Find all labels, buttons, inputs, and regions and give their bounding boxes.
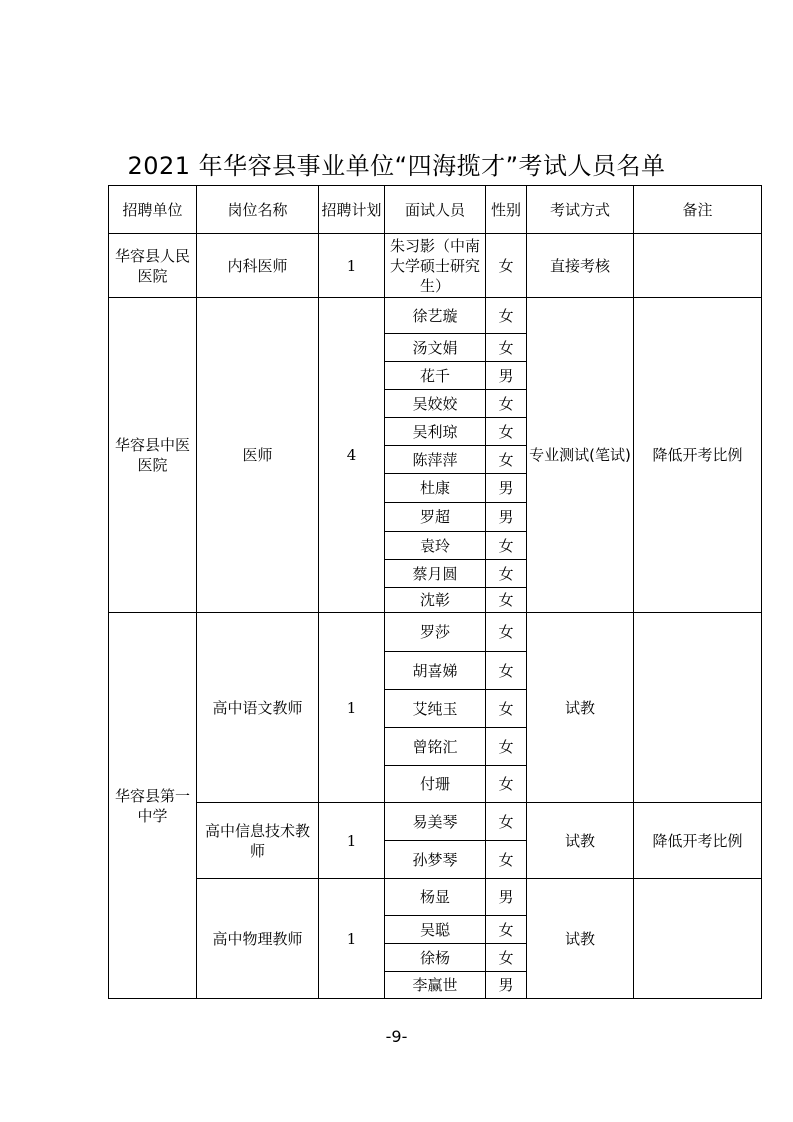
candidate-gender: 女: [486, 298, 527, 334]
candidate-name: 花千: [385, 362, 486, 390]
candidate-name: 吴姣姣: [385, 390, 486, 418]
candidate-name: 沈彰: [385, 588, 486, 613]
candidate-name: 杜康: [385, 474, 486, 503]
candidate-gender: 女: [486, 766, 527, 803]
candidate-name: 朱习影（中南大学硕士研究生）: [385, 234, 486, 298]
candidate-gender: 女: [486, 446, 527, 474]
candidate-name: 艾纯玉: [385, 690, 486, 728]
note-cell: [634, 613, 762, 803]
method-cell: 试教: [527, 803, 634, 879]
candidate-name: 付珊: [385, 766, 486, 803]
candidate-gender: 女: [486, 418, 527, 446]
note-cell: [634, 879, 762, 999]
table-row: [109, 803, 762, 841]
candidate-gender: 女: [486, 944, 527, 972]
candidate-name: 易美琴: [385, 803, 486, 841]
unit-cell: 华容县第一中学: [109, 613, 197, 999]
header-candidate: 面试人员: [385, 186, 486, 234]
candidate-gender: 女: [486, 560, 527, 588]
header-note: 备注: [634, 186, 762, 234]
table-row: [109, 298, 762, 334]
candidate-name: 曾铭汇: [385, 728, 486, 766]
table-row: [109, 234, 762, 298]
header-plan: 招聘计划: [319, 186, 385, 234]
note-cell: 降低开考比例: [634, 298, 762, 613]
post-cell: 医师: [197, 298, 319, 613]
candidate-gender: 女: [486, 334, 527, 362]
method-cell: 试教: [527, 879, 634, 999]
header-gender: 性别: [486, 186, 527, 234]
candidate-name: 汤文娟: [385, 334, 486, 362]
candidate-gender: 女: [486, 613, 527, 652]
candidate-gender: 女: [486, 652, 527, 690]
note-cell: 降低开考比例: [634, 803, 762, 879]
header-method: 考试方式: [527, 186, 634, 234]
post-cell: 内科医师: [197, 234, 319, 298]
candidate-name: 徐杨: [385, 944, 486, 972]
candidate-gender: 女: [486, 390, 527, 418]
candidate-gender: 男: [486, 362, 527, 390]
candidate-name: 孙梦琴: [385, 841, 486, 879]
method-cell: 直接考核: [527, 234, 634, 298]
candidate-name: 蔡月圆: [385, 560, 486, 588]
candidate-name: 罗莎: [385, 613, 486, 652]
candidate-name: 吴利琼: [385, 418, 486, 446]
candidate-name: 罗超: [385, 503, 486, 532]
method-cell: 试教: [527, 613, 634, 803]
candidate-name: 袁玲: [385, 532, 486, 560]
candidate-gender: 女: [486, 803, 527, 841]
header-unit: 招聘单位: [109, 186, 197, 234]
table-row: [109, 613, 762, 652]
page-number: -9-: [385, 1027, 408, 1046]
header-post: 岗位名称: [197, 186, 319, 234]
candidate-name: 李赢世: [385, 972, 486, 999]
candidate-gender: 女: [486, 690, 527, 728]
unit-cell: 华容县人民医院: [109, 234, 197, 298]
plan-cell: 1: [319, 879, 385, 999]
candidate-name: 胡喜娣: [385, 652, 486, 690]
method-cell: 专业测试(笔试): [527, 298, 634, 613]
candidate-gender: 女: [486, 234, 527, 298]
candidate-gender: 女: [486, 841, 527, 879]
candidate-gender: 女: [486, 728, 527, 766]
roster-table: [108, 185, 762, 999]
candidate-name: 杨显: [385, 879, 486, 916]
plan-cell: 1: [319, 803, 385, 879]
plan-cell: 1: [319, 234, 385, 298]
post-cell: 高中物理教师: [197, 879, 319, 999]
note-cell: [634, 234, 762, 298]
candidate-name: 徐艺璇: [385, 298, 486, 334]
header-row: [109, 186, 762, 234]
candidate-gender: 男: [486, 503, 527, 532]
plan-cell: 4: [319, 298, 385, 613]
post-cell: 高中信息技术教师: [197, 803, 319, 879]
candidate-gender: 男: [486, 879, 527, 916]
table-row: [109, 879, 762, 916]
candidate-gender: 男: [486, 972, 527, 999]
candidate-gender: 女: [486, 588, 527, 613]
unit-cell: 华容县中医医院: [109, 298, 197, 613]
candidate-gender: 男: [486, 474, 527, 503]
candidate-name: 陈萍萍: [385, 446, 486, 474]
post-cell: 高中语文教师: [197, 613, 319, 803]
candidate-gender: 女: [486, 916, 527, 944]
page-title: 2021 年华容县事业单位“四海揽才”考试人员名单: [127, 152, 666, 180]
plan-cell: 1: [319, 613, 385, 803]
candidate-gender: 女: [486, 532, 527, 560]
candidate-name: 吴聪: [385, 916, 486, 944]
